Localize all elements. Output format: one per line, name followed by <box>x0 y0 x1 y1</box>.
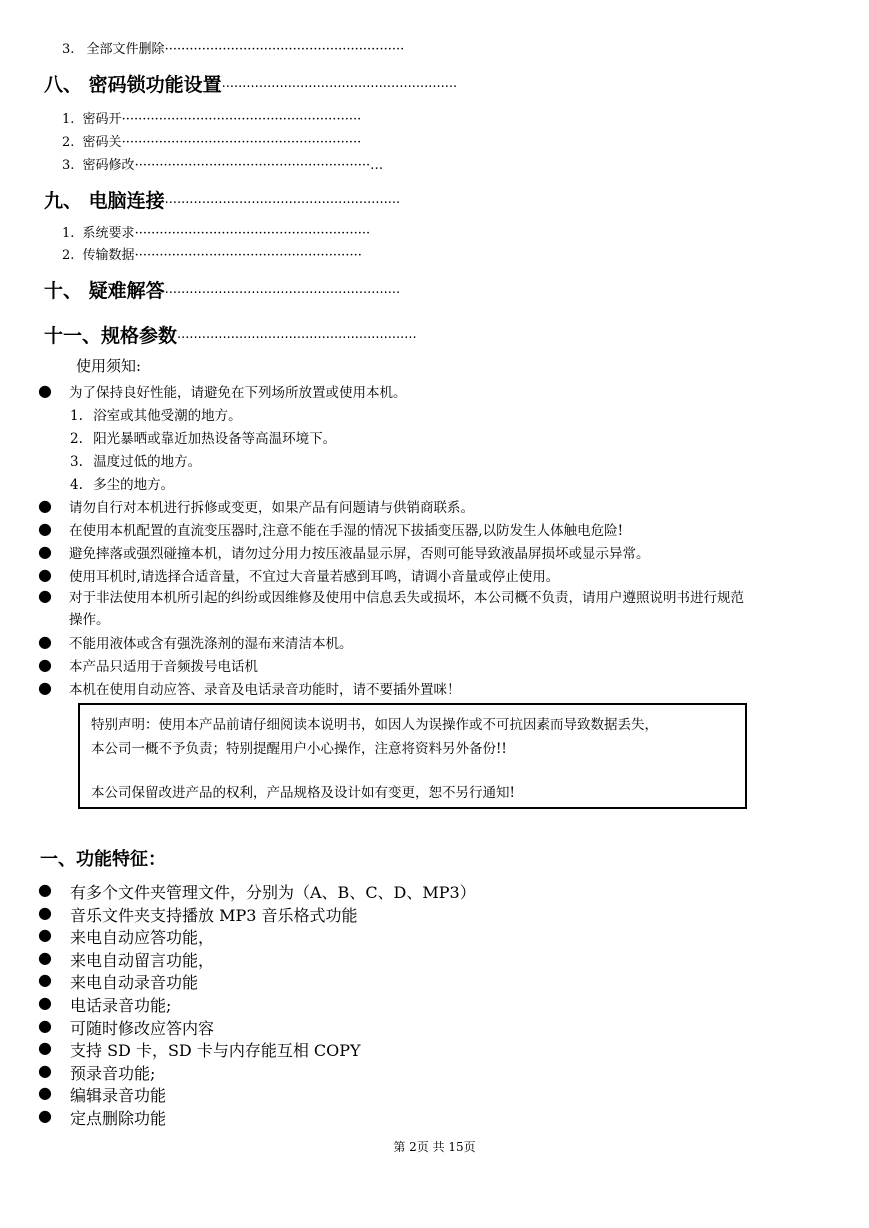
feature-text: 来电自动录音功能 <box>70 973 199 993</box>
bullet-icon: ● <box>38 993 52 1012</box>
feature-item <box>38 1060 156 1083</box>
note-text: 避免摔落或强烈碰撞本机，请勿过分用力按压液晶显示屏，否则可能导致液晶屏损坏或显示异常。 <box>69 546 650 562</box>
bullet-icon: ● <box>38 632 52 651</box>
feature-text: 可随时修改应答内容 <box>70 1018 215 1038</box>
toc-leader-dots: ·························································· <box>121 112 362 127</box>
toc-leader-dots: ························································· <box>164 286 401 301</box>
toc-leader-dots: ························································· <box>164 196 401 211</box>
toc-item-label: 密码修改 <box>82 158 135 173</box>
sub-item-text: 浴室或其他受潮的地方。 <box>93 408 242 424</box>
toc-leader-dots: ························································· <box>221 80 458 95</box>
bullet-icon: ● <box>38 655 52 674</box>
sub-item-text: 温度过低的地方。 <box>93 454 202 470</box>
toc-leader-dots: ·························································· <box>177 331 417 346</box>
note-sub-item <box>70 450 201 470</box>
bullet-icon: ● <box>38 1106 52 1125</box>
special-notice-box <box>78 703 747 809</box>
toc-section-label: 十、 疑难解答 <box>44 280 165 302</box>
note-bullet <box>38 632 353 652</box>
sub-item-number: 2. <box>70 431 83 447</box>
bullet-icon: ● <box>38 1083 52 1103</box>
sub-item-text: 阳光暴晒或靠近加热设备等高温环境下。 <box>93 431 337 447</box>
toc-item-system-requirements[interactable] <box>62 222 370 241</box>
note-text: 不能用液体或含有强洗涤剂的湿布来清洁本机。 <box>69 636 353 652</box>
toc-item-number: 3. <box>62 42 75 57</box>
toc-item-number: 2. <box>62 135 75 150</box>
feature-item <box>38 1015 215 1038</box>
note-bullet <box>38 678 461 698</box>
bullet-icon: ● <box>38 970 52 990</box>
sub-item-number: 3. <box>70 454 83 470</box>
bullet-icon: ● <box>38 496 52 515</box>
feature-item <box>38 1106 167 1128</box>
toc-item-password-on[interactable] <box>62 108 361 127</box>
toc-section-10[interactable] <box>44 276 400 303</box>
feature-item <box>38 1038 361 1061</box>
feature-text: 来电自动应答功能， <box>70 928 215 948</box>
note-sub-item <box>70 427 336 447</box>
feature-text: 音乐文件夹支持播放 MP3 音乐格式功能 <box>70 905 358 925</box>
sub-item-number: 4. <box>70 477 83 493</box>
bullet-icon: ● <box>38 1060 52 1080</box>
page-footer: 第 2页 共 15页 <box>393 1140 476 1154</box>
toc-section-label: 九、 电脑连接 <box>44 190 165 212</box>
toc-item-number: 1. <box>62 226 75 241</box>
notice-line: 本公司一概不予负责；特别提醒用户小心操作，注意将资料另外备份!! <box>91 741 507 757</box>
toc-leader-dots: ·························································… <box>134 158 384 173</box>
toc-section-9[interactable] <box>44 186 400 213</box>
note-text: 在使用本机配置的直流变压器时,注意不能在手湿的情况下拔插变压器,以防发生人体触电危险! <box>69 523 624 539</box>
toc-item-transfer-data[interactable] <box>62 244 362 263</box>
note-bullet <box>38 542 650 562</box>
toc-item-password-off[interactable] <box>62 131 361 150</box>
notice-line: 本公司保留改进产品的权利，产品规格及设计如有变更，恕不另行通知! <box>91 785 515 801</box>
note-bullet <box>38 496 474 516</box>
bullet-icon: ● <box>38 565 52 584</box>
note-text: 为了保持良好性能，请避免在下列场所放置或使用本机。 <box>69 385 407 401</box>
bullet-icon: ● <box>38 902 52 922</box>
bullet-icon: ● <box>38 1015 52 1035</box>
note-text-continuation: 操作。 <box>69 612 110 628</box>
bullet-icon: ● <box>38 381 52 400</box>
bullet-icon: ● <box>38 925 52 945</box>
toc-section-label: 八、 密码锁功能设置 <box>44 74 222 96</box>
note-bullet <box>38 381 407 401</box>
bullet-icon: ● <box>38 1038 52 1058</box>
feature-text: 预录音功能; <box>70 1063 156 1083</box>
bullet-icon: ● <box>38 586 52 605</box>
notice-line: 特别声明：使用本产品前请仔细阅读本说明书，如因人为误操作或不可抗因素而导致数据丢失， <box>91 717 658 733</box>
feature-item <box>38 925 215 948</box>
toc-item-label: 系统要求 <box>82 226 135 241</box>
toc-item-label: 密码关 <box>82 135 122 150</box>
toc-item-number: 1. <box>62 112 75 127</box>
feature-item <box>38 993 172 1015</box>
bullet-icon: ● <box>38 542 52 561</box>
feature-text: 支持 SD 卡，SD 卡与内存能互相 COPY <box>70 1041 361 1061</box>
note-bullet <box>38 519 624 539</box>
note-bullet <box>38 655 258 675</box>
toc-section-label: 十一、规格参数 <box>44 325 178 347</box>
toc-section-8[interactable] <box>44 70 457 97</box>
feature-text: 电话录音功能; <box>70 996 172 1015</box>
bullet-icon: ● <box>38 519 52 538</box>
feature-text: 定点删除功能 <box>70 1109 167 1128</box>
bullet-icon: ● <box>38 678 52 697</box>
toc-leader-dots: ······················································· <box>134 248 362 263</box>
feature-item <box>38 880 476 902</box>
feature-item <box>38 1083 167 1106</box>
note-text: 请勿自行对本机进行拆修或变更，如果产品有问题请与供销商联系。 <box>69 500 474 516</box>
note-bullet-long <box>38 586 744 606</box>
feature-text: 编辑录音功能 <box>70 1086 167 1106</box>
sub-item-number: 1. <box>70 408 83 424</box>
toc-item-number: 2. <box>62 248 75 263</box>
toc-item-delete-all[interactable] <box>62 38 404 57</box>
toc-item-password-change[interactable] <box>62 154 383 173</box>
feature-item <box>38 947 215 970</box>
toc-item-label: 传输数据 <box>82 248 135 263</box>
bullet-icon: ● <box>38 947 52 967</box>
note-bullet <box>38 565 560 585</box>
toc-item-label: 密码开 <box>82 112 122 127</box>
feature-text: 有多个文件夹管理文件，分别为（A、B、C、D、MP3） <box>70 883 476 902</box>
note-sub-item <box>70 404 242 424</box>
toc-item-number: 3. <box>62 158 75 173</box>
toc-item-label: 全部文件删除 <box>86 42 165 57</box>
toc-leader-dots: ·························································· <box>164 42 405 57</box>
note-text: 对于非法使用本机所引起的纠纷或因维修及使用中信息丢失或损坏，本公司概不负责，请用户遵照说明书进行规范 <box>69 590 744 606</box>
features-title: 一、功能特征： <box>40 849 166 870</box>
note-text: 使用耳机时,请选择合适音量，不宜过大音量若感到耳鸣，请调小音量或停止使用。 <box>69 569 560 585</box>
toc-section-11[interactable] <box>44 321 417 348</box>
feature-item <box>38 970 199 993</box>
usage-notes-title: 使用须知: <box>76 357 142 375</box>
sub-item-text: 多尘的地方。 <box>93 477 175 493</box>
toc-leader-dots: ························································· <box>134 226 371 241</box>
toc-leader-dots: ·························································· <box>121 135 362 150</box>
bullet-icon: ● <box>38 880 52 899</box>
note-sub-item <box>70 473 174 493</box>
note-text: 本机在使用自动应答、录音及电话录音功能时，请不要插外置咪！ <box>69 682 461 698</box>
note-text: 本产品只适用于音频拨号电话机 <box>69 659 258 675</box>
feature-item <box>38 902 358 925</box>
feature-text: 来电自动留言功能， <box>70 950 215 970</box>
